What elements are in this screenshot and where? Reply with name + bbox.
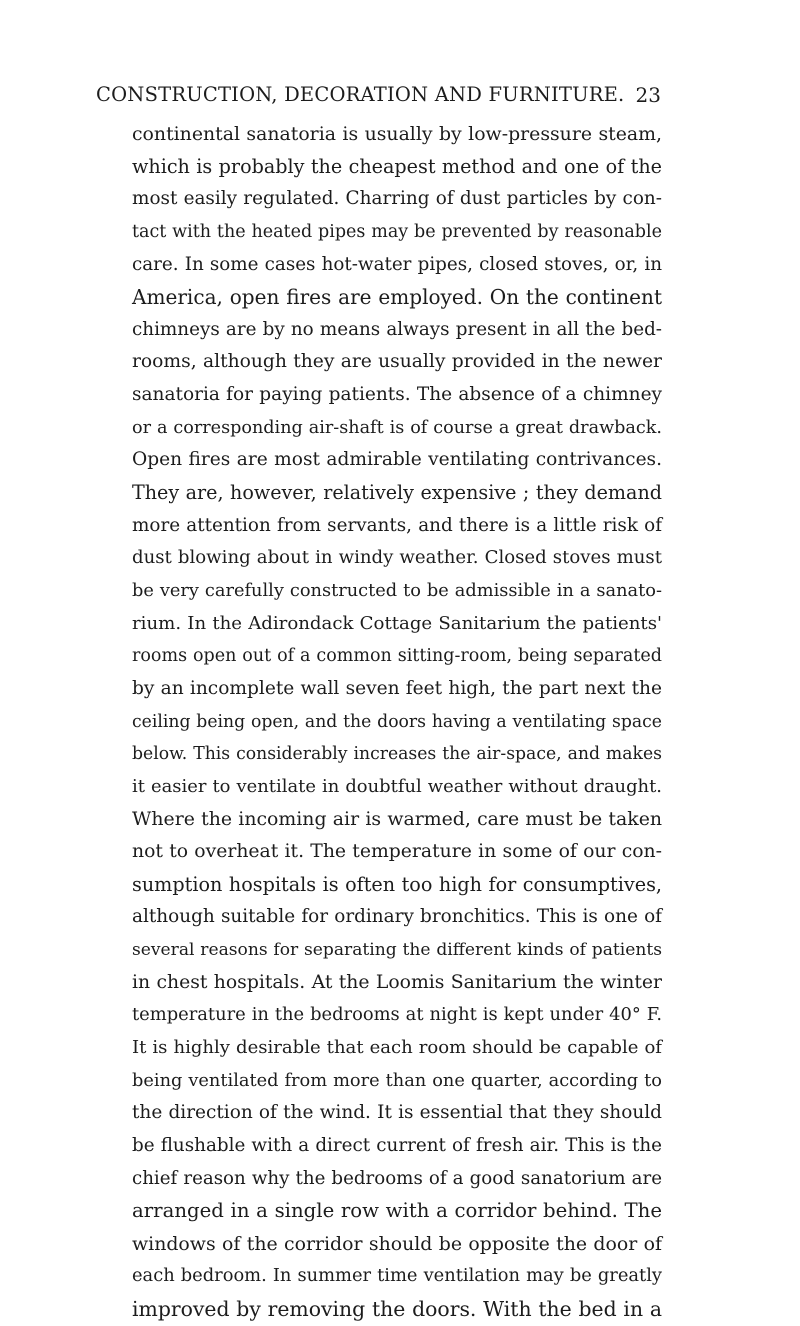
body-text [132, 118, 662, 1326]
text-line: tact with the heated pipes may be prevented by reasonable [132, 221, 662, 242]
text-line: chimneys are by no means always present in all the bed- [132, 318, 662, 340]
running-head [96, 80, 661, 110]
text-line: each bedroom. In summer time ventilation may be greatly [132, 1265, 662, 1287]
text-line: or a corresponding air-shaft is of course a great drawback. [132, 417, 662, 438]
text-line: below. This considerably increases the air-space, and makes [132, 744, 662, 765]
text-line: although suitable for ordinary bronchitics. This is one of [132, 906, 662, 928]
text-line: ceiling being open, and the doors having a ventilating space [132, 711, 662, 732]
text-line: It is highly desirable that each room should be capable of [132, 1036, 662, 1058]
text-line: sumption hospitals is often too high for consumptives, [132, 872, 662, 896]
page-number: 23 [635, 83, 661, 107]
text-line: more attention from servants, and there is a little risk of [132, 514, 662, 536]
text-line: which is probably the cheapest method and one of the [132, 154, 662, 178]
text-line: be flushable with a direct current of fresh air. This is the [132, 1134, 662, 1156]
text-line: chief reason why the bedrooms of a good sanatorium are [132, 1167, 662, 1189]
text-line: the direction of the wind. It is essential that they should [132, 1102, 662, 1124]
text-line: improved by removing the doors. With the bed in a [132, 1297, 662, 1322]
text-line: not to overheat it. The temperature in some of our con- [132, 841, 662, 863]
text-line: sanatoria for paying patients. The absence of a chimney [132, 384, 662, 406]
text-line: America, open fires are employed. On the continent [132, 285, 662, 310]
text-line: dust blowing about in windy weather. Closed stoves must [132, 547, 662, 569]
text-line: Where the incoming air is warmed, care must be taken [132, 808, 662, 831]
text-line: windows of the corridor should be opposite the door of [132, 1232, 662, 1255]
text-line: being ventilated from more than one quarter, according to [132, 1070, 662, 1091]
text-line: Open fires are most admirable ventilating contrivances. [132, 449, 662, 471]
text-line: most easily regulated. Charring of dust particles by con- [132, 188, 662, 210]
text-line: several reasons for separating the different kinds of patients [132, 940, 662, 961]
text-line: temperature in the bedrooms at night is kept under 40° F. [132, 1004, 662, 1026]
running-title: CONSTRUCTION, DECORATION AND FURNITURE. [96, 83, 625, 106]
text-line: it easier to ventilate in doubtful weather without draught. [132, 775, 662, 797]
text-line: continental sanatoria is usually by low-pressure steam, [132, 123, 662, 145]
text-line: rooms, although they are usually provided in the newer [132, 351, 662, 373]
text-line: They are, however, relatively expensive ; they demand [132, 481, 662, 505]
text-line: care. In some cases hot-water pipes, closed stoves, or, in [132, 253, 662, 275]
text-line: rium. In the Adirondack Cottage Sanitarium the patients' [132, 612, 662, 634]
text-line: rooms open out of a common sitting-room, being separated [132, 646, 662, 667]
text-line: be very carefully constructed to be admissible in a sanato- [132, 580, 662, 601]
text-line: in chest hospitals. At the Loomis Sanitarium the winter [132, 971, 662, 993]
text-line: arranged in a single row with a corridor behind. The [132, 1199, 662, 1223]
text-line: by an incomplete wall seven feet high, the part next the [132, 677, 662, 699]
